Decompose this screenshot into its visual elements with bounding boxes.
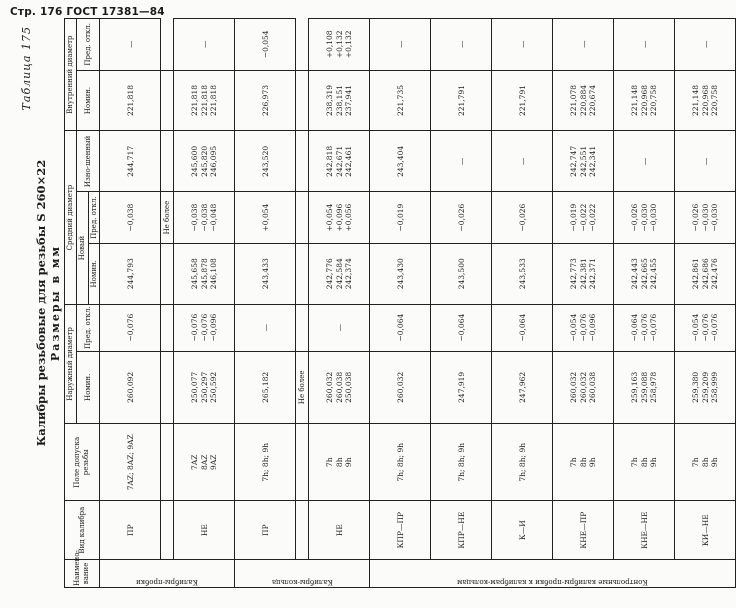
outer-dev-cell: — — [235, 304, 296, 351]
group-label-text: Калибры-пробки — [136, 578, 199, 586]
ne-bolee-label: Не более — [296, 351, 309, 424]
type-cell: КПР—ПР — [370, 501, 431, 560]
table-row — [675, 19, 736, 588]
mid-nom-cell: 245,658 245,878 246,108 — [174, 243, 235, 304]
col-name-header: Наимено-вание — [65, 559, 100, 587]
inner-dev-header: Пред. откл. — [76, 19, 100, 71]
inner-dev-cell: −0,054 — [235, 19, 296, 71]
type-cell: НЕ — [309, 501, 370, 560]
table-label: Таблица 175 — [20, 26, 33, 111]
outer-nom-cell: 265,182 — [235, 351, 296, 424]
empty-cell — [296, 501, 309, 560]
tolerance-cell: 7h 8h 9h — [675, 424, 736, 501]
inner-dev-cell: — — [492, 19, 553, 71]
rotated-page — [18, 18, 719, 588]
mid-worn-cell: — — [492, 131, 553, 192]
mid-dev-cell: −0,026 — [431, 192, 492, 244]
outer-nom-cell: 260,032 260,032 260,038 — [553, 351, 614, 424]
table-row — [431, 19, 492, 588]
table-row — [370, 19, 431, 588]
empty-cell — [296, 192, 309, 244]
table-row — [614, 19, 675, 588]
group-label-text: Калибры-кольца — [271, 578, 333, 586]
inner-nom-cell: 238,319 238,151 237,941 — [309, 70, 370, 131]
inner-dev-cell: — — [614, 19, 675, 71]
mid-worn-cell: 243,520 — [235, 131, 296, 192]
empty-cell — [161, 424, 174, 501]
mid-dev-cell: −0,019 −0,022 −0,022 — [553, 192, 614, 244]
table-row — [174, 19, 235, 588]
mid-worn-cell: 244,717 — [100, 131, 161, 192]
group-label — [100, 559, 235, 587]
inner-dev-cell: — — [675, 19, 736, 71]
tolerance-cell: 7h; 8h; 9h — [370, 424, 431, 501]
tolerance-cell: 7h 8h 9h — [614, 424, 675, 501]
empty-cell — [296, 424, 309, 501]
mid-dev-cell: −0,026 −0,030 −0,030 — [675, 192, 736, 244]
outer-dev-cell: −0,064 — [431, 304, 492, 351]
table-subtitle: Размеры в мм — [49, 244, 62, 362]
table-row — [309, 19, 370, 588]
mid-dev-cell: +0,054 +0,096 +0,056 — [309, 192, 370, 244]
ne-bolee-row — [161, 19, 174, 588]
col-outer-header: Наружный диаметр — [65, 304, 77, 423]
table-row — [492, 19, 553, 588]
col-type-header: Вид калибра — [65, 501, 100, 560]
tolerance-cell: 7AZ; 8AZ; 9AZ — [100, 424, 161, 501]
outer-nom-cell: 250,077 250,297 250,592 — [174, 351, 235, 424]
empty-cell — [161, 304, 174, 351]
ne-bolee-row — [296, 19, 309, 588]
mid-nom-cell: 243,430 — [370, 243, 431, 304]
col-mid-header: Средний диаметр — [65, 131, 77, 304]
group-label-text: Контрольные калибры-пробки к калибрам-кольцам — [457, 578, 649, 586]
mid-nom-cell: 243,533 — [492, 243, 553, 304]
mid-dev-cell: −0,026 — [492, 192, 553, 244]
mid-worn-cell: — — [431, 131, 492, 192]
mid-nom-cell: 242,861 242,686 242,476 — [675, 243, 736, 304]
inner-nom-cell: 221,791 — [431, 70, 492, 131]
mid-new-header: Новый — [76, 192, 88, 304]
outer-nom-cell: 260,032 260,038 250,038 — [309, 351, 370, 424]
outer-nom-cell: 259,380 259,209 258,999 — [675, 351, 736, 424]
outer-dev-header: Пред. откл. — [76, 304, 100, 351]
outer-dev-cell: −0,064 — [492, 304, 553, 351]
type-cell: КИ—НЕ — [675, 501, 736, 560]
empty-cell — [296, 243, 309, 304]
table-body — [100, 19, 736, 588]
empty-cell — [161, 243, 174, 304]
inner-nom-cell: 221,148 220,968 220,758 — [675, 70, 736, 131]
tolerance-cell: 7h 8h 9h — [553, 424, 614, 501]
table-row — [100, 19, 161, 588]
table-row — [235, 19, 296, 588]
type-cell: ПР — [100, 501, 161, 560]
empty-cell — [161, 501, 174, 560]
empty-cell — [296, 131, 309, 192]
mid-dev-cell: −0,019 — [370, 192, 431, 244]
mid-worn-header: Изно-шенный — [76, 131, 100, 192]
mid-dev-cell: −0,026 −0,030 −0,030 — [614, 192, 675, 244]
inner-nom-cell: 221,791 — [492, 70, 553, 131]
outer-nom-cell: 260,092 — [100, 351, 161, 424]
mid-dev-cell: −0,038 — [100, 192, 161, 244]
outer-nom-cell: 260,032 — [370, 351, 431, 424]
mid-dev-header: Пред. откл. — [88, 192, 100, 244]
mid-nom-cell: 243,500 — [431, 243, 492, 304]
table-row — [553, 19, 614, 588]
col-inner-header: Внутренний диаметр — [65, 19, 77, 131]
mid-nom-cell: 242,443 242,665 242,455 — [614, 243, 675, 304]
inner-nom-cell: 226,973 — [235, 70, 296, 131]
table-title: Калибры резьбовые для резьбы S 260×22 — [34, 159, 48, 447]
group-label — [235, 559, 370, 587]
inner-dev-cell: — — [100, 19, 161, 71]
tolerance-cell: 7AZ 8AZ 9AZ — [174, 424, 235, 501]
inner-nom-cell: 221,818 — [100, 70, 161, 131]
inner-dev-cell: — — [431, 19, 492, 71]
inner-nom-header: Номин. — [76, 70, 100, 131]
outer-dev-cell: −0,054 −0,076 −0,096 — [553, 304, 614, 351]
mid-nom-cell: 244,793 — [100, 243, 161, 304]
outer-dev-cell: −0,054 −0,076 −0,076 — [675, 304, 736, 351]
mid-nom-header: Номин. — [88, 243, 100, 304]
empty-cell — [296, 304, 309, 351]
inner-dev-cell: — — [553, 19, 614, 71]
mid-nom-cell: 242,773 242,381 242,371 — [553, 243, 614, 304]
type-cell: ПР — [235, 501, 296, 560]
inner-dev-cell: — — [370, 19, 431, 71]
tolerance-cell: 7h; 8h; 9h — [431, 424, 492, 501]
mid-nom-cell: 243,433 — [235, 243, 296, 304]
inner-dev-cell: — — [174, 19, 235, 71]
type-cell: К—И — [492, 501, 553, 560]
inner-nom-cell: 221,818 221,818 221,818 — [174, 70, 235, 131]
empty-cell — [161, 131, 174, 192]
inner-dev-cell: +0,108 +0,132 +0,132 — [309, 19, 370, 71]
inner-nom-cell: 221,078 220,884 220,674 — [553, 70, 614, 131]
tolerance-cell: 7h 8h 9h — [309, 424, 370, 501]
ne-bolee-label: Не более — [161, 192, 174, 244]
gauge-table — [64, 18, 736, 588]
tolerance-cell: 7h; 8h; 9h — [235, 424, 296, 501]
outer-nom-cell: 247,962 — [492, 351, 553, 424]
mid-worn-cell: 242,818 242,671 242,461 — [309, 131, 370, 192]
outer-dev-cell: — — [309, 304, 370, 351]
type-cell: КНЕ—НЕ — [614, 501, 675, 560]
tolerance-cell: 7h; 8h; 9h — [492, 424, 553, 501]
mid-worn-cell: 243,404 — [370, 131, 431, 192]
mid-dev-cell: −0,038 −0,038 −0,048 — [174, 192, 235, 244]
mid-worn-cell: 242,747 242,551 242,341 — [553, 131, 614, 192]
outer-dev-cell: −0,076 −0,076 −0,096 — [174, 304, 235, 351]
group-label — [370, 559, 736, 587]
outer-dev-cell: −0,064 −0,076 −0,076 — [614, 304, 675, 351]
mid-worn-cell: — — [675, 131, 736, 192]
mid-worn-cell: — — [614, 131, 675, 192]
empty-cell — [161, 70, 174, 131]
outer-dev-cell: −0,064 — [370, 304, 431, 351]
type-cell: КПР—НЕ — [431, 501, 492, 560]
empty-cell — [296, 70, 309, 131]
type-cell: НЕ — [174, 501, 235, 560]
mid-dev-cell: +0,054 — [235, 192, 296, 244]
outer-nom-cell: 259,163 259,088 258,978 — [614, 351, 675, 424]
mid-worn-cell: 245,600 245,820 246,095 — [174, 131, 235, 192]
outer-nom-header: Номин. — [76, 351, 100, 424]
page-header: Стр. 176 ГОСТ 17381—84 — [10, 6, 165, 18]
outer-nom-cell: 247,919 — [431, 351, 492, 424]
inner-nom-cell: 221,148 220,968 220,758 — [614, 70, 675, 131]
outer-dev-cell: −0,076 — [100, 304, 161, 351]
inner-nom-cell: 221,735 — [370, 70, 431, 131]
col-tol-header: Поле допуска резьбы — [65, 424, 100, 501]
mid-nom-cell: 242,776 242,584 242,374 — [309, 243, 370, 304]
empty-cell — [161, 351, 174, 424]
type-cell: КНЕ—ПР — [553, 501, 614, 560]
